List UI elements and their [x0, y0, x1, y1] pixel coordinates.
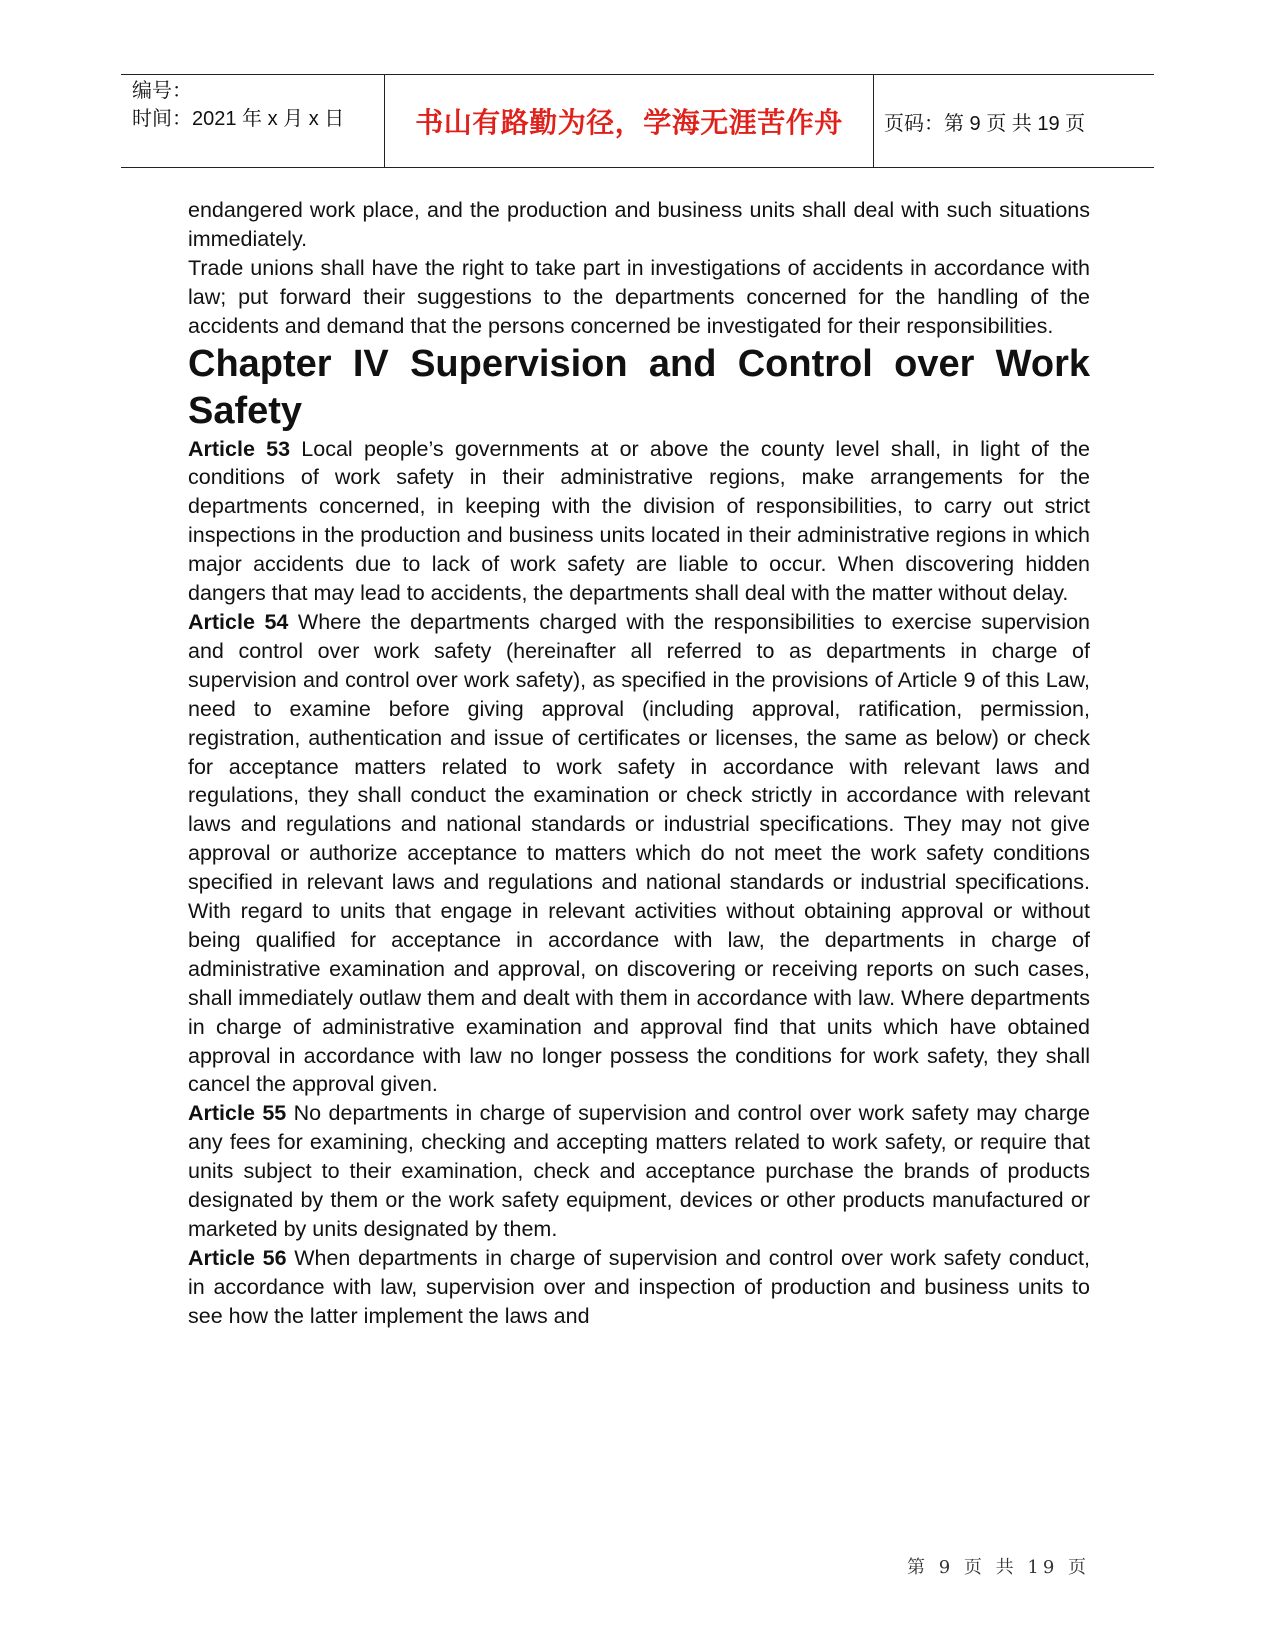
article-56: [188, 1244, 1090, 1331]
article-text: When departments in charge of supervision and control over work safety conduct, in accordance with law, supervision over and inspection of production and business units to see how the latter implement the laws and: [188, 1245, 1090, 1328]
paragraph: Trade unions shall have the right to take part in investigations of accidents in accordance with law; put forward their suggestions to the departments concerned for the handling of the accidents and demand that the persons concerned be investigated for their responsibilities.: [188, 255, 1090, 338]
article-number: Article 53: [188, 436, 291, 461]
header-table: [121, 74, 1154, 168]
article-number: Article 54: [188, 609, 289, 634]
article-number: Article 55: [188, 1101, 287, 1126]
article-55: [188, 1099, 1090, 1244]
header-meta-cell: [121, 75, 385, 167]
page-footer: 第 9 页 共 19 页: [907, 1557, 1090, 1578]
document-body: [188, 196, 1090, 1331]
article-text: No departments in charge of supervision and control over work safety may charge any fees for examining, checking and accepting matters related to work safety, or require that units subject to their examination, check and acceptance purchase the brands of products designated by them or the work safety equipment, devices or other products manufactured or marketed by units designated by them.: [188, 1101, 1091, 1241]
chapter-title: Chapter IV Supervision and Control over Work Safety: [188, 342, 1090, 432]
header-page-info: 页码：第 9 页 共 19 页: [884, 112, 1086, 135]
header-page-cell: [874, 75, 1154, 167]
header-motto: 书山有路勤为径，学海无涯苦作舟: [415, 106, 843, 139]
article-text: Where the departments charged with the responsibilities to exercise supervision and control over work safety (hereinafter all referred to as departments in charge of supervision and control over work safety), as specified in the provisions of Article 9 of this Law, need to examine before giving approval (including approval, ratification, permission, registration, authentication and issue of certificates or licenses, the same as below) or check for acceptance matters related to work safety in accordance with relevant laws and regulations, they shall conduct the examination or check strictly in accordance with relevant laws and regulations and national standards or industrial specifications. They may not give approval or authorize acceptance to matters which do not meet the work safety conditions specified in relevant laws and regulations and national standards or industrial specifications. With regard to units that engage in relevant activities without obtaining approval or without being qualified for acceptance in accordance with law, the departments in charge of administrative examination and approval, on discovering or receiving reports on such cases, shall immediately outlaw them and dealt with them in accordance with law. Where departments in charge of administrative examination and approval find that units which have obtained approval in accordance with law no longer possess the conditions for work safety, they shall cancel the approval given.: [188, 609, 1090, 1097]
document-time-label: 时间：2021 年 x 月 x 日: [132, 108, 345, 130]
article-54: [188, 608, 1090, 1099]
article-number: Article 56: [188, 1245, 287, 1270]
article-53: [188, 435, 1090, 608]
document-number-label: 编号：: [132, 80, 192, 102]
article-text: Local people’s governments at or above the county level shall, in light of the conditions of work safety in their administrative regions, make arrangements for the departments concerned, in keeping with the division of responsibilities, to carry out strict inspections in the production and business units located in their administrative regions in which major accidents due to lack of work safety are liable to occur. When discovering hidden dangers that may lead to accidents, the departments shall deal with the matter without delay.: [188, 436, 1090, 606]
header-motto-cell: [385, 75, 874, 167]
paragraph: endangered work place, and the production and business units shall deal with such situations immediately.: [188, 198, 1090, 251]
